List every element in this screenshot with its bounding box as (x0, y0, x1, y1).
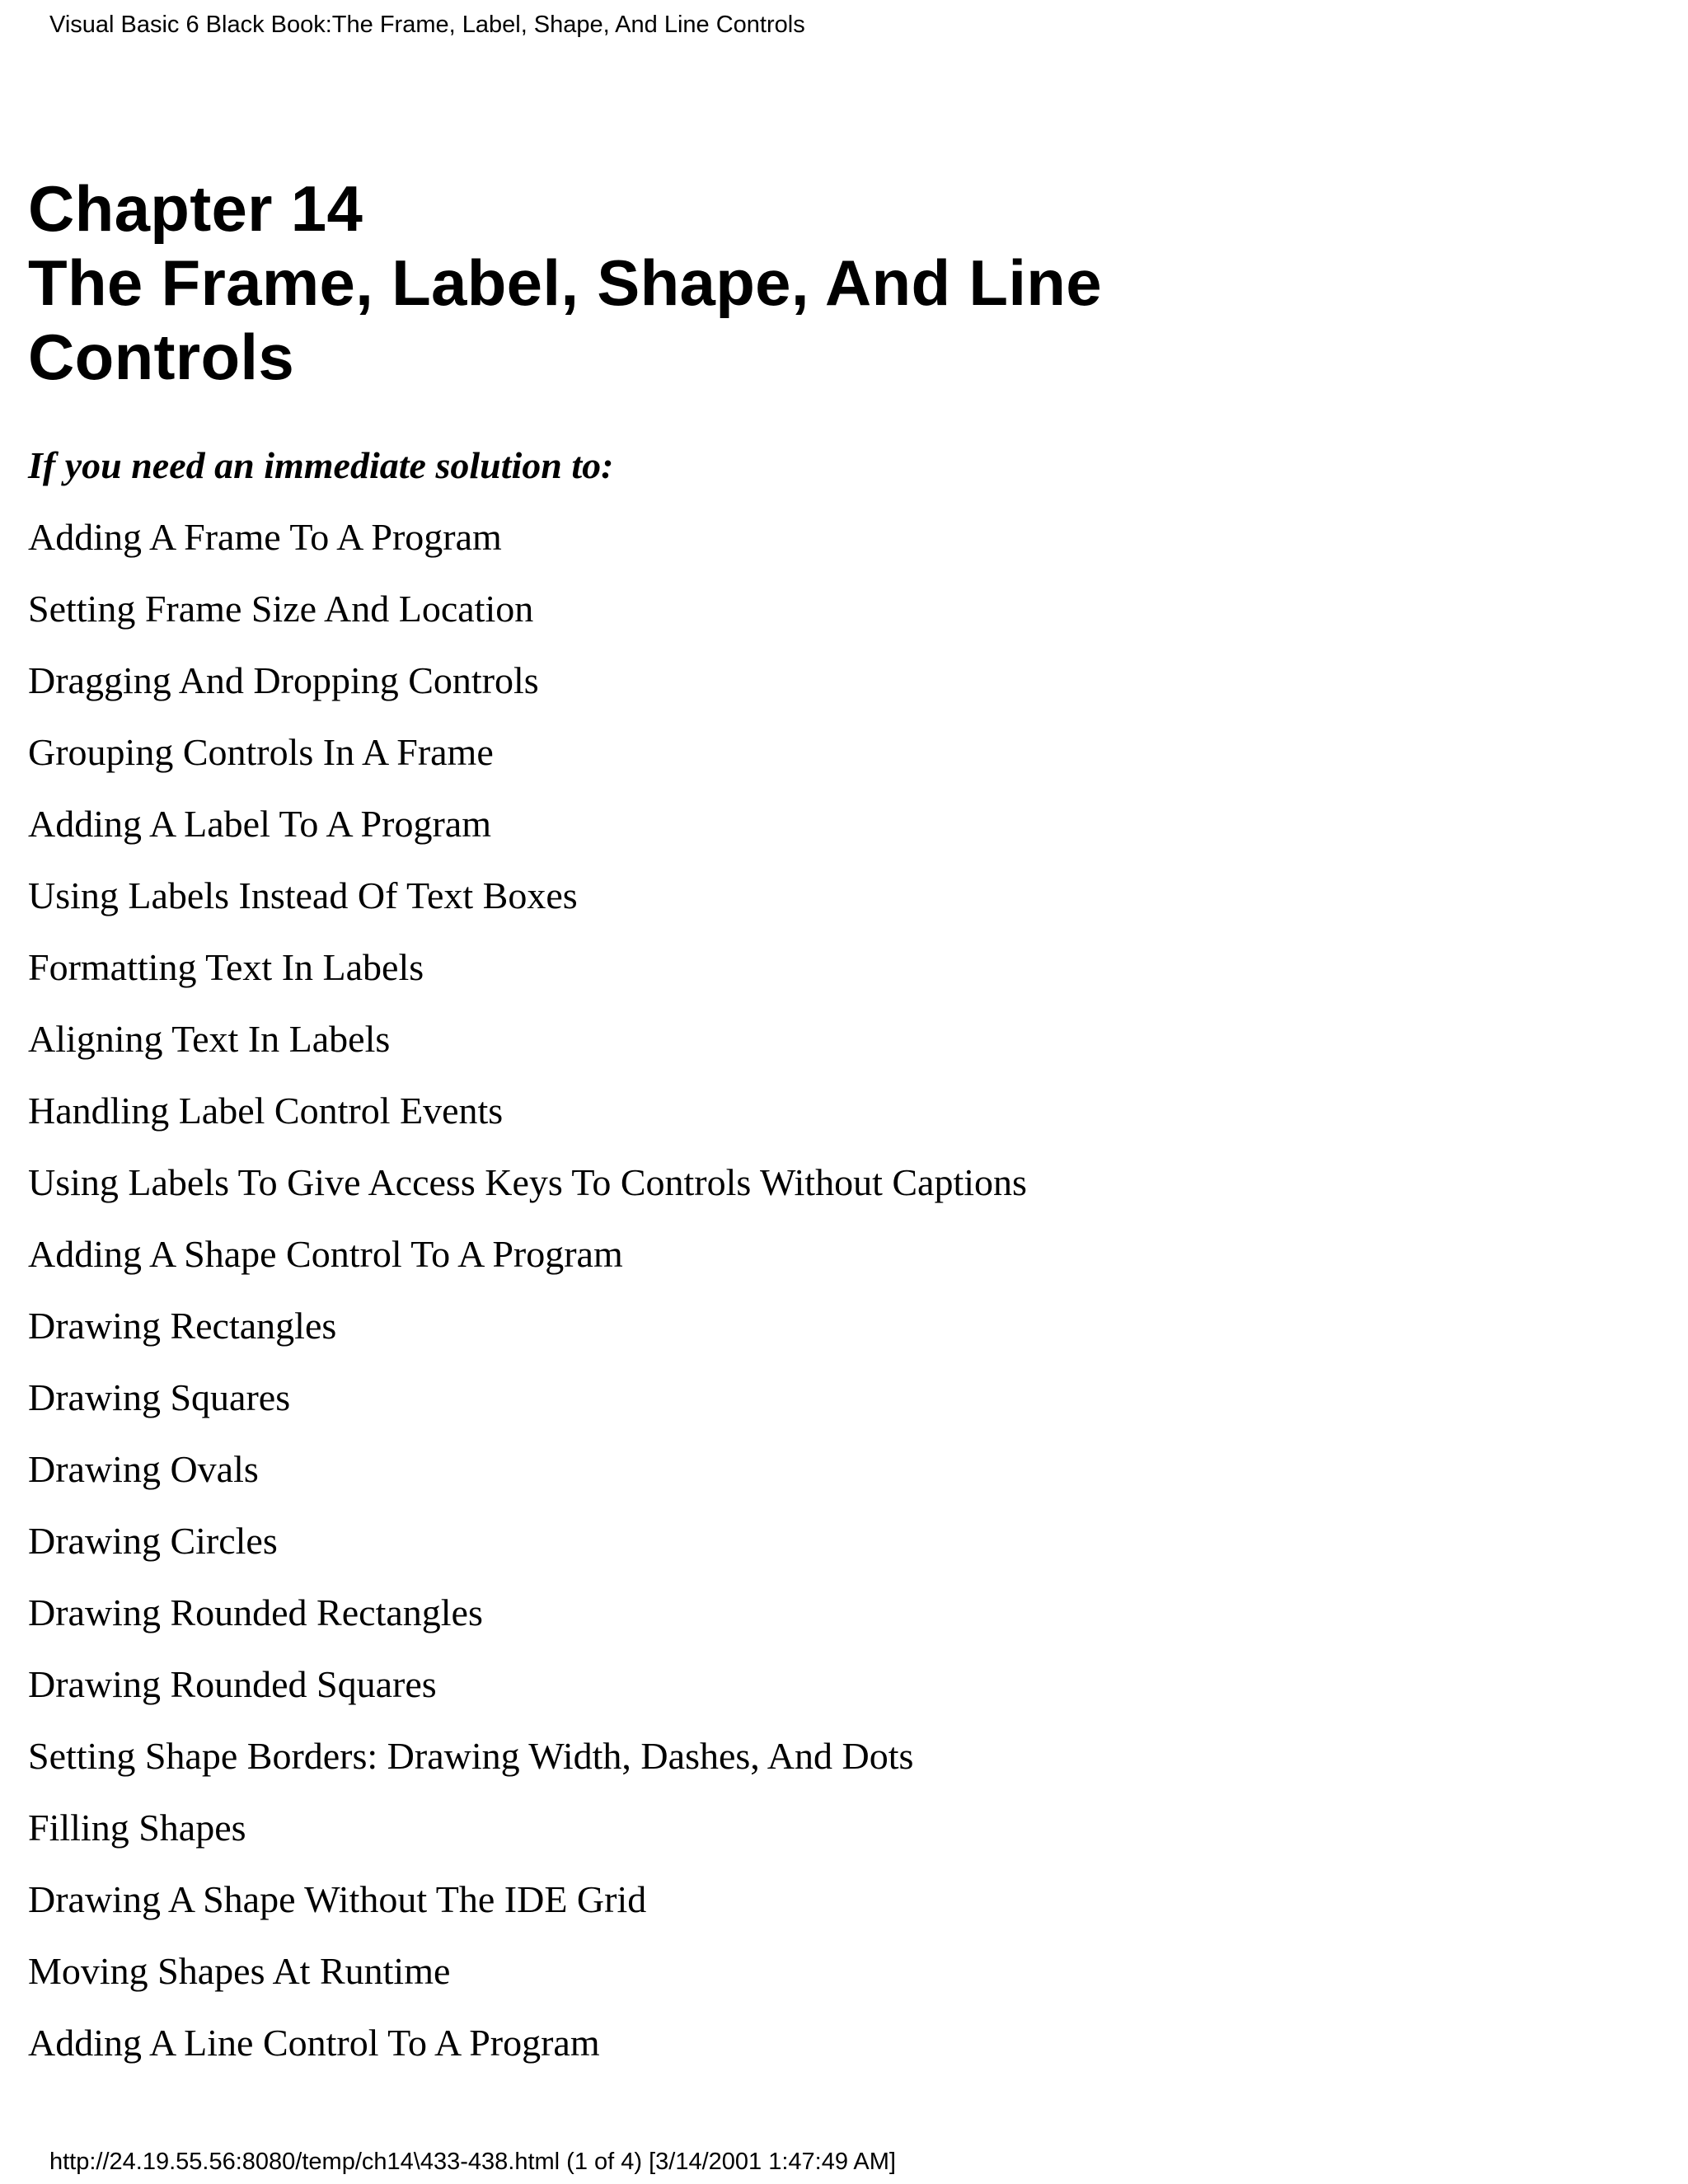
chapter-title-line-1: The Frame, Label, Shape, And Line (28, 246, 1102, 319)
solution-link[interactable]: Adding A Line Control To A Program (28, 2022, 600, 2064)
solution-link[interactable]: Adding A Frame To A Program (28, 516, 502, 558)
solution-link[interactable]: Using Labels Instead Of Text Boxes (28, 874, 578, 916)
solution-link[interactable]: Drawing Rounded Squares (28, 1663, 437, 1705)
page-header: Visual Basic 6 Black Book:The Frame, Label, Shape, And Line Controls (49, 12, 805, 38)
solution-link[interactable]: Setting Shape Borders: Drawing Width, Dashes, And Dots (28, 1735, 914, 1777)
solution-link[interactable]: Drawing Rounded Rectangles (28, 1591, 483, 1633)
chapter-title (28, 171, 1102, 394)
solution-link[interactable]: Drawing A Shape Without The IDE Grid (28, 1878, 647, 1920)
immediate-solutions-heading: If you need an immediate solution to: (28, 444, 614, 486)
solution-link[interactable]: Grouping Controls In A Frame (28, 731, 494, 773)
solution-link[interactable]: Adding A Label To A Program (28, 803, 491, 845)
solution-link[interactable]: Using Labels To Give Access Keys To Controls Without Captions (28, 1161, 1027, 1203)
chapter-number: Chapter 14 (28, 172, 363, 245)
solution-link[interactable]: Handling Label Control Events (28, 1090, 504, 1132)
solution-link[interactable]: Drawing Circles (28, 1520, 278, 1562)
chapter-title-line-2: Controls (28, 321, 295, 393)
solutions-list (28, 513, 1027, 2090)
solution-link[interactable]: Aligning Text In Labels (28, 1018, 391, 1060)
solution-link[interactable]: Adding A Shape Control To A Program (28, 1233, 623, 1275)
solution-link[interactable]: Filling Shapes (28, 1807, 246, 1849)
solution-link[interactable]: Formatting Text In Labels (28, 946, 424, 988)
solution-link[interactable]: Drawing Rectangles (28, 1305, 337, 1347)
page-footer: http://24.19.55.56:8080/temp/ch14\433-438.html (1 of 4) [3/14/2001 1:47:49 AM] (49, 2149, 896, 2175)
solution-link[interactable]: Drawing Ovals (28, 1448, 259, 1490)
solution-link[interactable]: Drawing Squares (28, 1376, 291, 1418)
solution-link[interactable]: Dragging And Dropping Controls (28, 659, 539, 701)
solution-link[interactable]: Moving Shapes At Runtime (28, 1950, 451, 1992)
solution-link[interactable]: Setting Frame Size And Location (28, 588, 534, 630)
